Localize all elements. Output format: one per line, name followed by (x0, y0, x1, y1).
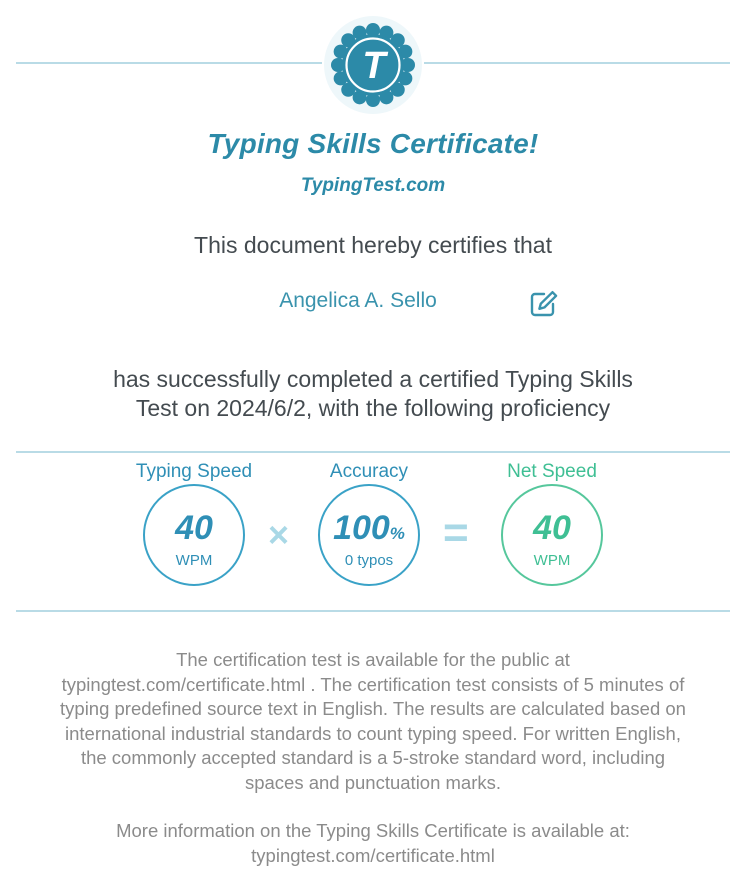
header-divider-right (424, 62, 730, 64)
completion-line-2: Test on 2024/6/2, with the following proficiency (135, 395, 611, 421)
more-info (0, 818, 746, 868)
edit-icon[interactable] (528, 289, 560, 319)
equals-operator: = (443, 508, 469, 557)
net-speed-circle (501, 484, 603, 586)
typing-speed-value: 40 (175, 509, 213, 547)
typing-speed-circle (143, 484, 245, 586)
multiply-operator: × (268, 514, 290, 555)
certificate-site: TypingTest.com (300, 175, 446, 196)
accuracy-value: 100 (333, 509, 390, 547)
completion-statement (0, 365, 746, 423)
net-speed-value: 40 (533, 509, 571, 547)
typing-speed-label: Typing Speed (135, 461, 253, 482)
info-line: the commonly accepted standard is a 5-stroke standard word, including (80, 747, 666, 768)
more-info-line: More information on the Typing Skills Certificate is available at: (116, 820, 630, 841)
accuracy-unit: % (389, 524, 405, 543)
certification-info (0, 648, 746, 795)
accuracy-typos: 0 typos (344, 552, 394, 569)
info-line: The certification test is available for the public at (176, 649, 570, 670)
info-line: typing predefined source text in English. The results are calculated based on (60, 698, 686, 719)
stats-divider-bottom (16, 610, 730, 612)
accuracy-value-wrap (320, 509, 418, 548)
net-speed-label: Net Speed (507, 461, 597, 482)
header-divider-left (16, 62, 322, 64)
accuracy-circle (318, 484, 420, 586)
name-row (0, 289, 746, 319)
info-line: typingtest.com/certificate.html . The certification test consists of 5 minutes of (61, 673, 685, 695)
more-info-link[interactable]: typingtest.com/certificate.html (251, 845, 495, 866)
gear-badge-icon (323, 15, 423, 115)
certificate-title: Typing Skills Certificate! (207, 128, 539, 159)
typing-speed-unit: WPM (175, 552, 213, 569)
info-line: spaces and punctuation marks. (244, 771, 502, 793)
logo-letter: T (362, 45, 386, 87)
info-line: international industrial standards to count typing speed. For written English, (65, 722, 681, 744)
certifies-text: This document hereby certifies that (194, 232, 552, 258)
stats-divider-top (16, 451, 730, 453)
completion-line-1: has successfully completed a certified Typing Skills (113, 366, 633, 392)
net-speed-unit: WPM (533, 552, 571, 569)
certificate-name: Angelica A. Sello (279, 289, 437, 312)
accuracy-label: Accuracy (329, 461, 409, 482)
